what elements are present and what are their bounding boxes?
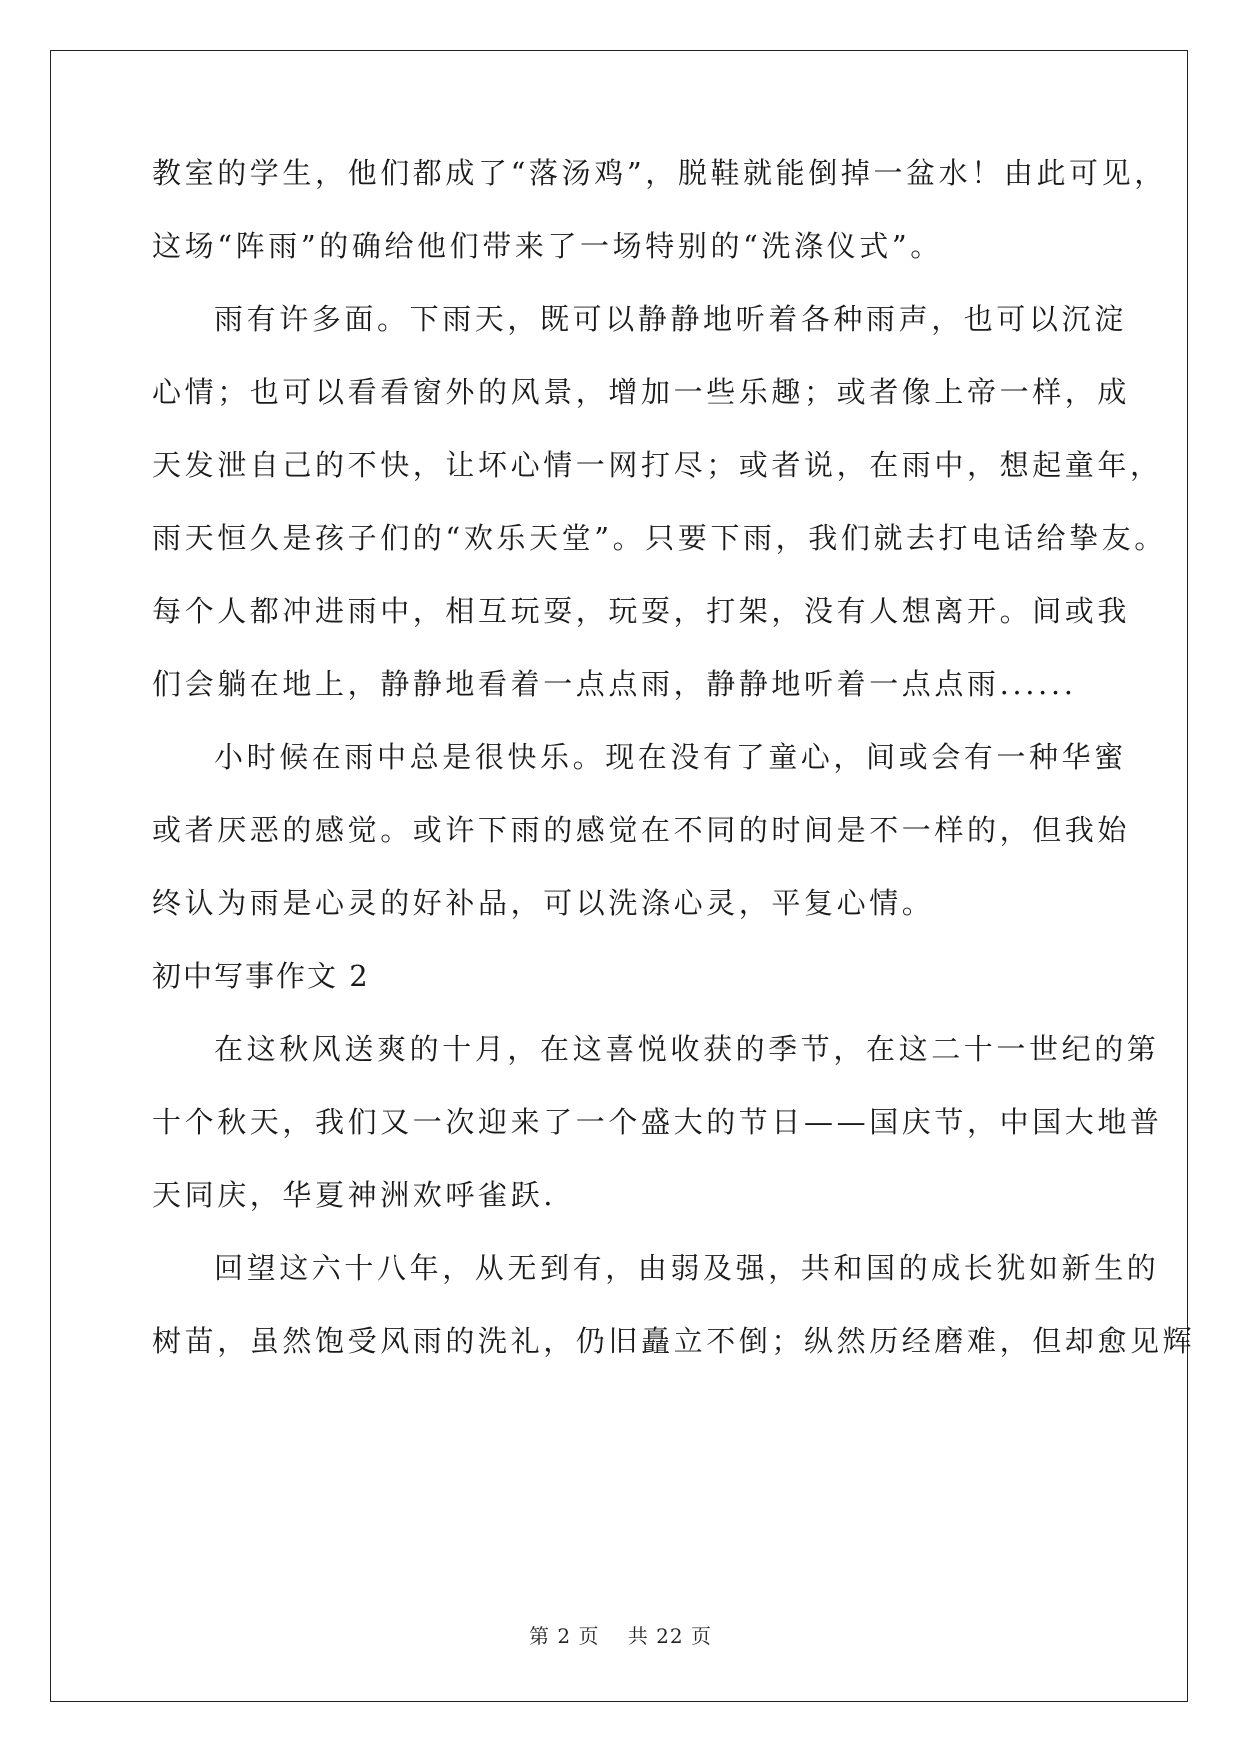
text-line: 这场“阵雨”的确给他们带来了一场特别的“洗涤仪式”。 [152,229,943,263]
page-number-footer: 第 2 页 共 22 页 [529,1624,712,1648]
section-heading: 初中写事作文 2 [152,959,370,993]
text-line: 十个秋天，我们又一次迎来了一个盛大的节日——国庆节，中国大地普 [152,1105,1163,1139]
text-line: 每个人都冲进雨中，相互玩耍，玩耍，打架，没有人想离开。间或我 [152,594,1131,628]
text-line: 或者厌恶的感觉。或许下雨的感觉在不同的时间是不一样的，但我始 [152,813,1131,847]
text-line: 树苗，虽然饱受风雨的洗礼，仍旧矗立不倒；纵然历经磨难，但却愈见辉 [152,1324,1196,1358]
text-line: 心情；也可以看看窗外的风景，增加一些乐趣；或者像上帝一样，成 [152,375,1131,409]
text-line: 教室的学生，他们都成了“落汤鸡”，脱鞋就能倒掉一盆水！由此可见， [152,156,1167,190]
paragraph-first-line: 回望这六十八年，从无到有，由弱及强，共和国的成长犹如新生的 [214,1251,1160,1285]
text-line: 雨天恒久是孩子们的“欢乐天堂”。只要下雨，我们就去打电话给挚友。 [152,521,1167,555]
text-line: 终认为雨是心灵的好补品，可以洗涤心灵，平复心情。 [152,886,935,920]
text-line: 们会躺在地上，静静地看着一点点雨，静静地听着一点点雨...... [152,667,1077,701]
text-line: 天发泄自己的不快，让坏心情一网打尽；或者说，在雨中，想起童年， [152,448,1163,482]
paragraph-first-line: 雨有许多面。下雨天，既可以静静地听着各种雨声，也可以沉淀 [214,302,1127,336]
text-line: 天同庆，华夏神洲欢呼雀跃. [152,1178,557,1212]
page-border [50,50,1188,1702]
paragraph-first-line: 小时候在雨中总是很快乐。现在没有了童心，间或会有一种华蜜 [214,740,1127,774]
paragraph-first-line: 在这秋风送爽的十月，在这喜悦收获的季节，在这二十一世纪的第 [214,1032,1160,1066]
